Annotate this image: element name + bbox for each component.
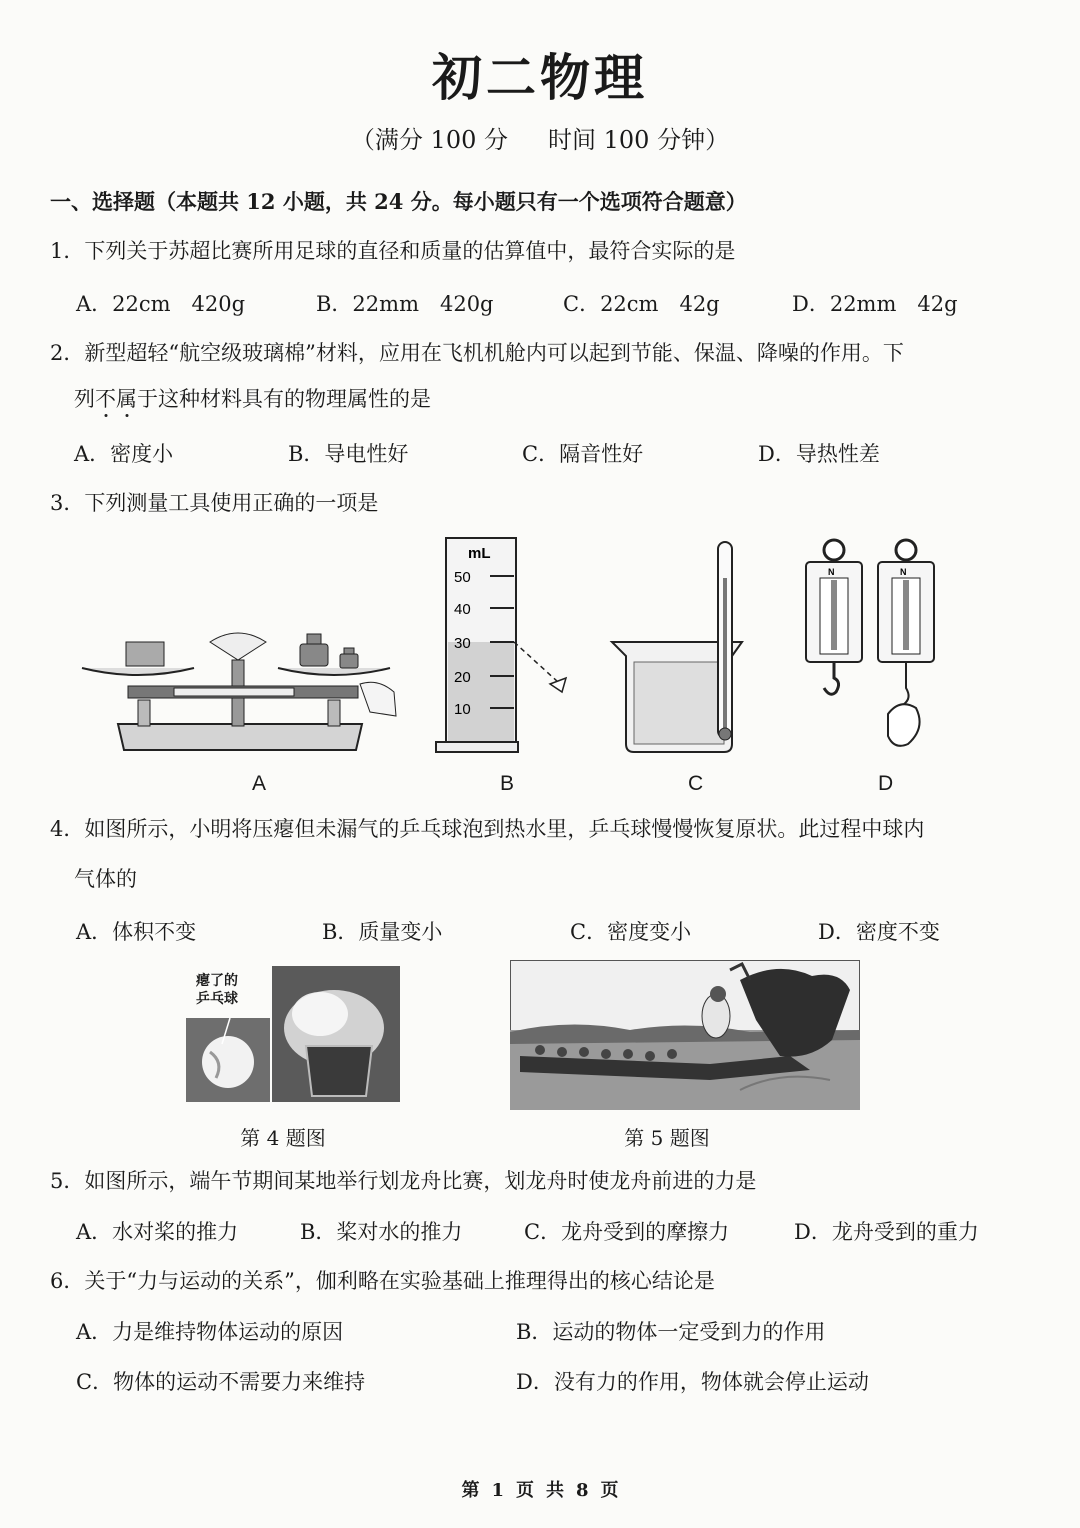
question-2-stem-line2: [74, 384, 431, 414]
question-4-stem: 4．如图所示，小明将压瘪但未漏气的乒乓球泡到热水里，乒乓球慢慢恢复原状。此过程中球内: [50, 817, 925, 841]
exam-time: 时间 100 分钟）: [548, 126, 730, 154]
hot-water-glass-photo: [272, 966, 400, 1102]
q2-text-a: 列: [74, 387, 95, 411]
section-heading: 一、选择题（本题共 12 小题，共 24 分。每小题只有一个选项符合题意）: [50, 189, 747, 214]
figure-label-c: C: [688, 772, 704, 795]
page-title: 初二物理: [432, 49, 648, 107]
question-3-stem: 3．下列测量工具使用正确的一项是: [50, 491, 379, 515]
q1-option-d[interactable]: D．22mm 42g: [792, 292, 958, 316]
q2-option-a[interactable]: A．密度小: [74, 442, 174, 466]
page-total: 8: [576, 1480, 589, 1501]
footer-total-prefix: 共: [546, 1480, 564, 1501]
spring-scales-figure: [800, 538, 946, 760]
question-1-stem: 1．下列关于苏超比赛所用足球的直径和质量的估算值中，最符合实际的是: [50, 239, 736, 263]
figure-label-b: B: [500, 772, 515, 795]
figure-5-caption: 第 5 题图: [624, 1126, 710, 1150]
q1-option-c[interactable]: C．22cm 42g: [563, 292, 720, 316]
q5-option-c[interactable]: C．龙舟受到的摩擦力: [524, 1220, 730, 1244]
q1-option-a[interactable]: A．22cm 420g: [76, 292, 246, 316]
dragon-boat-photo: [510, 960, 860, 1110]
balance-scale-figure: [78, 620, 402, 760]
q6-option-d[interactable]: D．没有力的作用，物体就会停止运动: [516, 1370, 869, 1394]
footer-suffix: 页: [600, 1480, 619, 1501]
scale-d2-letter: N: [900, 567, 907, 577]
emphasis-belong: 属: [116, 387, 137, 411]
q5-option-a[interactable]: A．水对桨的推力: [76, 1220, 239, 1244]
cylinder-unit: mL: [468, 545, 491, 562]
footer-prefix: 第: [461, 1480, 480, 1501]
question-6-stem: 6．关于“力与运动的关系”，伽利略在实验基础上推理得出的核心结论是: [50, 1269, 715, 1293]
q5-option-d[interactable]: D．龙舟受到的重力: [794, 1220, 979, 1244]
page-number: 1: [491, 1480, 504, 1501]
page-footer: [0, 1476, 1080, 1502]
emphasis-not: 不: [95, 387, 116, 411]
q4-option-b[interactable]: B．质量变小: [322, 920, 443, 944]
exam-info: [0, 120, 1080, 155]
q4-option-a[interactable]: A．体积不变: [76, 920, 197, 944]
q6-option-c[interactable]: C．物体的运动不需要力来维持: [76, 1370, 366, 1394]
q6-option-a[interactable]: A．力是维持物体运动的原因: [76, 1320, 344, 1344]
tick-20: 20: [454, 669, 471, 686]
q1-option-b[interactable]: B．22mm 420g: [316, 292, 494, 316]
tick-10: 10: [454, 701, 471, 718]
dented-ball-photo: [186, 1018, 270, 1102]
tick-30: 30: [454, 635, 471, 652]
q4-option-c[interactable]: C．密度变小: [570, 920, 692, 944]
measuring-cylinder-figure: [434, 536, 584, 758]
ping-pong-label-line2: 乒乓球: [196, 991, 238, 1007]
q5-option-b[interactable]: B．桨对水的推力: [300, 1220, 463, 1244]
footer-page: 页: [516, 1480, 534, 1501]
q4-option-d[interactable]: D．密度不变: [818, 920, 940, 944]
tick-50: 50: [454, 569, 471, 586]
question-2-stem: 2．新型超轻“航空级玻璃棉”材料，应用在飞机机舱内可以起到节能、保温、降噪的作用。下: [50, 341, 904, 365]
ping-pong-label-line1: 瘪了的: [196, 973, 238, 989]
q2-text-b: 于这种材料具有的物理属性的是: [137, 387, 431, 411]
q2-option-b[interactable]: B．导电性好: [288, 442, 409, 466]
beaker-thermometer-figure: [604, 538, 752, 758]
question-5-stem: 5．如图所示，端午节期间某地举行划龙舟比赛，划龙舟时使龙舟前进的力是: [50, 1169, 757, 1193]
figure-4-caption: 第 4 题图: [240, 1126, 326, 1150]
q2-option-c[interactable]: C．隔音性好: [522, 442, 644, 466]
full-score: （满分 100 分: [350, 126, 508, 154]
figure-label-a: A: [252, 772, 267, 795]
figure-label-d: D: [878, 772, 894, 795]
q6-option-b[interactable]: B．运动的物体一定受到力的作用: [516, 1320, 826, 1344]
scale-d1-letter: N: [828, 567, 835, 577]
question-4-stem-line2: 气体的: [74, 867, 137, 891]
ping-pong-label: [186, 972, 248, 1008]
q2-option-d[interactable]: D．导热性差: [758, 442, 880, 466]
tick-40: 40: [454, 601, 471, 618]
